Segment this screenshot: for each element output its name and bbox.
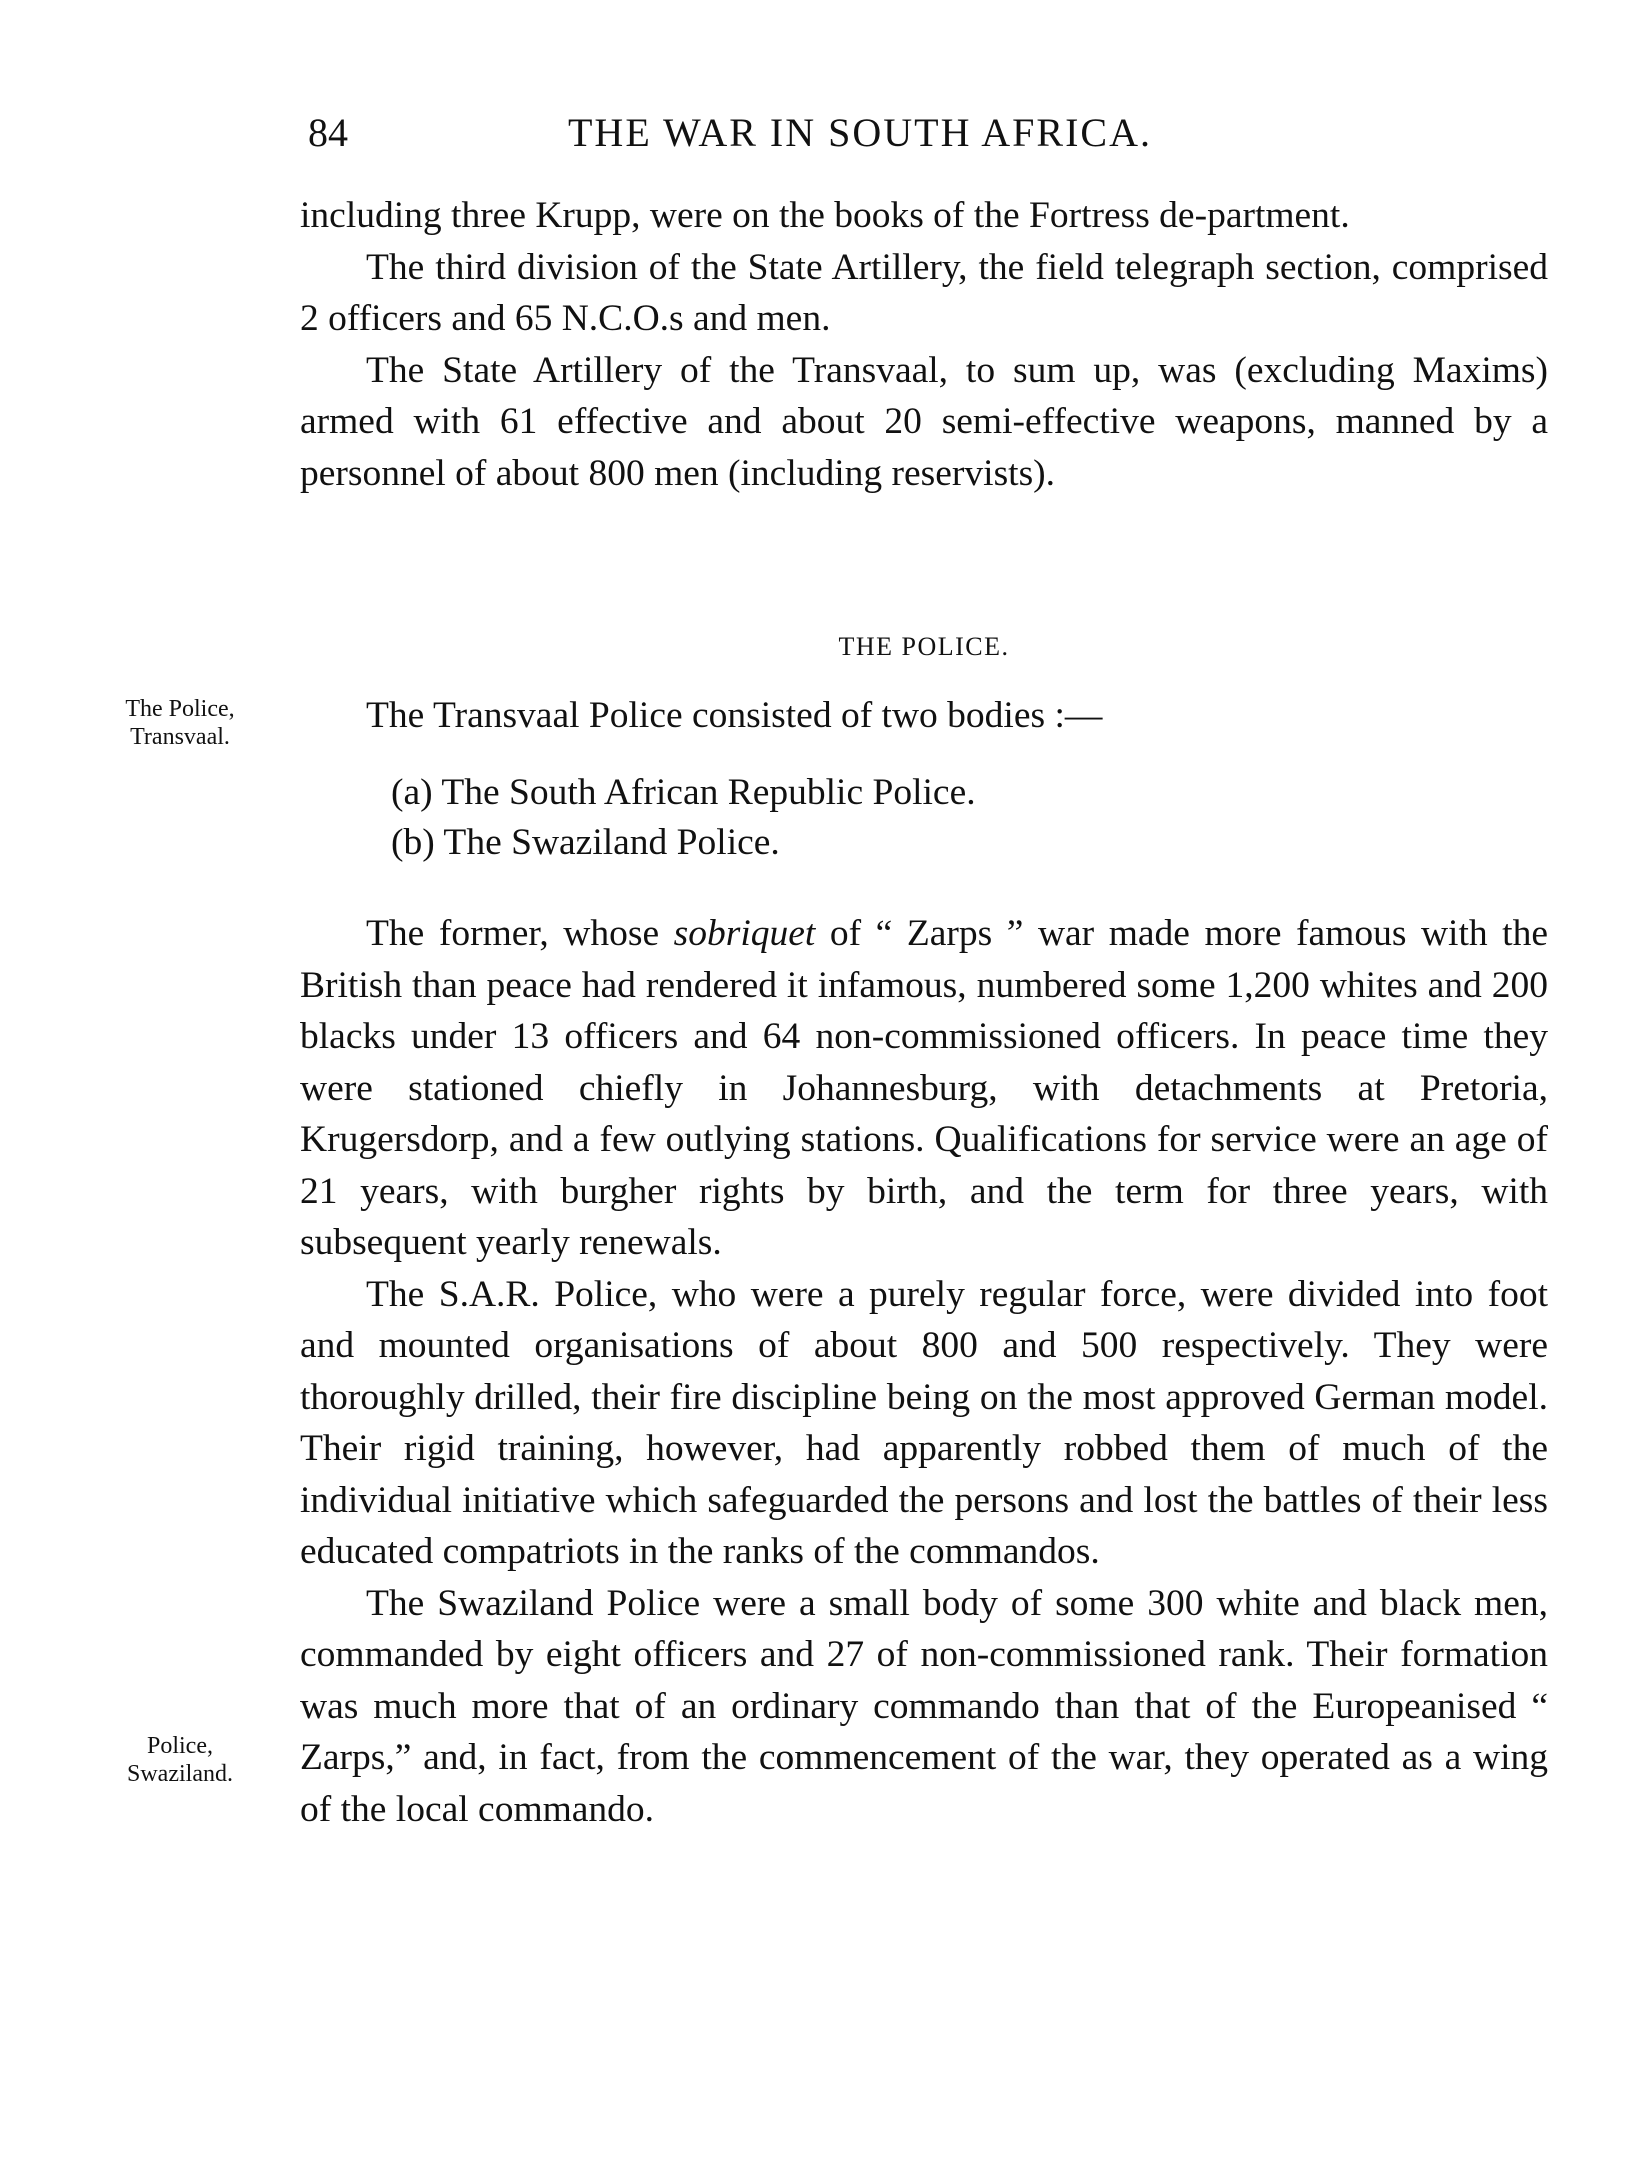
paragraph-police-intro: The Transvaal Police consisted of two bodies :— [366, 695, 1103, 736]
sidenote-transvaal [70, 695, 290, 751]
sidenote-line: The Police, [125, 696, 235, 722]
paragraph-artillery-summary: The State Artillery of the Transvaal, to sum up, was (excluding Maxims) armed with 61 effective and about 20 semi-effective weapons, manned by a personnel of about 800 men (including reservists). [300, 349, 1548, 494]
sidenote-swaziland [70, 1732, 290, 1788]
italic-term: sobriquet [673, 913, 816, 954]
list-item: (b) The Swaziland Police. [391, 822, 780, 863]
opening-paragraphs [300, 190, 1548, 499]
paragraph-telegraph: The third division of the State Artillery, the field telegraph section, comprised 2 officers and 65 N.C.O.s and men. [300, 246, 1548, 339]
police-paragraphs [300, 908, 1548, 1835]
text-run: of “ Zarps ” war made more famous with the British than peace had rendered it infamous, numbered some 1,200 whites and 200 blacks under 13 officers and 64 non-commissioned officers. In peace time they were stationed chiefly in Johannesburg, with detachments at Pretoria, Krugersdorp, and a few outlying stations. Qualifications for service were an age of 21 years, with burgher rights by birth, and the term for three years, with subsequent yearly renewals. [300, 913, 1548, 1263]
sidenote-line: Swaziland. [127, 1761, 233, 1787]
sidenote-line: Transvaal. [130, 724, 230, 750]
list-item: (a) The South African Republic Police. [391, 772, 976, 813]
text-run: The former, whose [366, 913, 674, 954]
police-intro [300, 690, 1548, 742]
running-title: THE WAR IN SOUTH AFRICA. [568, 110, 1152, 155]
police-bodies-list [391, 768, 976, 868]
page-header [308, 108, 1308, 158]
sidenote-line: Police, [147, 1733, 213, 1759]
paragraph-former [300, 908, 1548, 1269]
page-number: 84 [308, 110, 348, 155]
section-heading: THE POLICE. [838, 632, 1010, 661]
paragraph-swaziland-police: The Swaziland Police were a small body of some 300 white and black men, commanded by eight officers and 27 of non-commissioned rank. Their formation was much more that of an ordinary commando than that of the Europeanised “ Zarps,” and, in fact, from the commencement of the war, they operated as a wing of the local commando. [300, 1582, 1548, 1830]
paragraph-sar-police: The S.A.R. Police, who were a purely regular force, were divided into foot and mounted organisations of about 800 and 500 respectively. They were thoroughly drilled, their fire discipline being on the most approved German model. Their rigid training, however, had apparently robbed them of much of the individual initiative which safeguarded the persons and lost the battles of their less educated compatriots in the ranks of the commandos. [300, 1273, 1548, 1572]
paragraph-fortress: including three Krupp, were on the books of the Fortress de-partment. [300, 195, 1350, 236]
